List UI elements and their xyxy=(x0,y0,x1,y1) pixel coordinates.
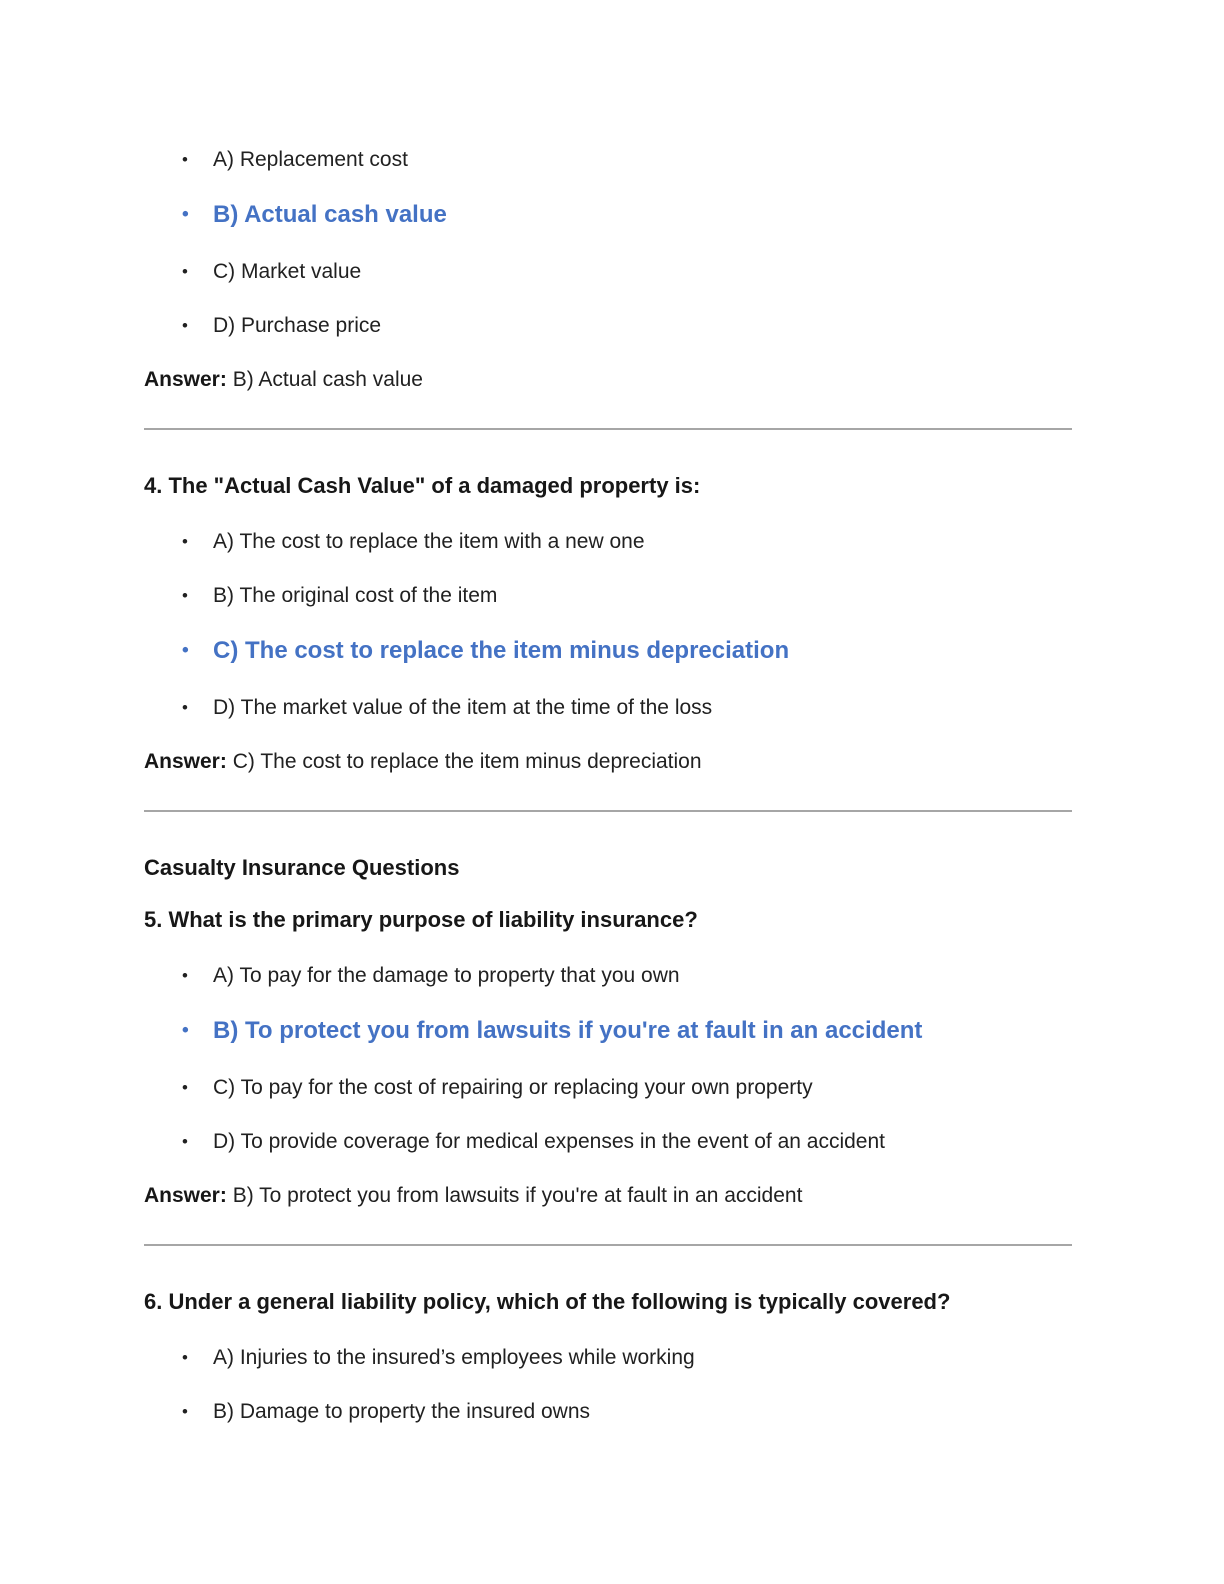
option-item: • B) The original cost of the item xyxy=(182,582,1072,610)
options-list xyxy=(144,528,1072,722)
option-item: • A) To pay for the damage to property that you own xyxy=(182,962,1072,990)
options-list xyxy=(144,962,1072,1156)
option-item: • B) Damage to property the insured owns xyxy=(182,1398,1072,1426)
question-block-5 xyxy=(144,854,1072,1210)
question-title: 5. What is the primary purpose of liability insurance? xyxy=(144,907,698,932)
section-divider xyxy=(144,810,1072,812)
option-item: • A) Replacement cost xyxy=(182,146,1072,174)
question-title: 6. Under a general liability policy, which of the following is typically covered? xyxy=(144,1289,951,1314)
option-item-correct: • B) Actual cash value xyxy=(182,200,1072,230)
option-item: • D) Purchase price xyxy=(182,312,1072,340)
answer-label: Answer: xyxy=(144,750,227,773)
answer-line xyxy=(144,366,1072,394)
question-block-4 xyxy=(144,472,1072,776)
options-list xyxy=(144,1344,1072,1426)
question-title: 4. The "Actual Cash Value" of a damaged property is: xyxy=(144,473,701,498)
option-item: • D) The market value of the item at the time of the loss xyxy=(182,694,1072,722)
answer-text: B) To protect you from lawsuits if you're at fault in an accident xyxy=(232,1184,803,1207)
section-divider xyxy=(144,1244,1072,1246)
option-item: • A) The cost to replace the item with a new one xyxy=(182,528,1072,556)
option-item: • D) To provide coverage for medical expenses in the event of an accident xyxy=(182,1128,1072,1156)
section-divider xyxy=(144,428,1072,430)
section-heading: Casualty Insurance Questions xyxy=(144,855,460,880)
option-item-correct: • C) The cost to replace the item minus depreciation xyxy=(182,636,1072,666)
option-item: • C) Market value xyxy=(182,258,1072,286)
option-item-correct: • B) To protect you from lawsuits if you're at fault in an accident xyxy=(182,1016,1072,1046)
answer-label: Answer: xyxy=(144,368,227,391)
answer-line xyxy=(144,1182,1072,1210)
options-list xyxy=(144,146,1072,340)
question-block-partial xyxy=(144,146,1072,394)
option-item: • A) Injuries to the insured’s employees while working xyxy=(182,1344,1072,1372)
answer-line xyxy=(144,748,1072,776)
question-block-6 xyxy=(144,1288,1072,1426)
answer-text: B) Actual cash value xyxy=(232,368,423,391)
answer-text: C) The cost to replace the item minus depreciation xyxy=(232,750,702,773)
option-item: • C) To pay for the cost of repairing or replacing your own property xyxy=(182,1074,1072,1102)
answer-label: Answer: xyxy=(144,1184,227,1207)
